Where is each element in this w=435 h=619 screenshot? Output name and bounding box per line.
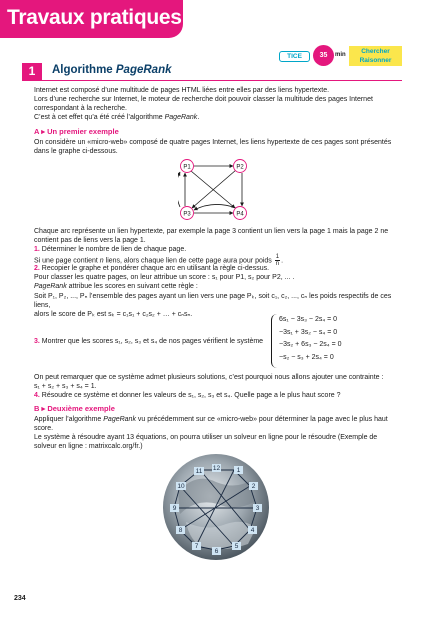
weight-fraction: $\frac{1}{n}$: [275, 254, 280, 268]
question-3: 3. Montrer que les scores s₁, s₂, s₃ et s₄ de nos pages vérifient le système: [34, 338, 264, 345]
intro-line: Lors d’une recherche sur Internet, le moteur de recherche doit pouvoir classer la multitude des pages Internet: [34, 96, 373, 104]
skill-raisonner: Raisonner: [359, 57, 392, 64]
intro-line: C’est à cet effet qu’a été créé l’algorithme PageRank.: [34, 114, 200, 122]
globe-node-9: [170, 504, 179, 512]
section-number: 1: [22, 63, 42, 80]
svg-text:P4: P4: [236, 211, 244, 218]
svg-text:P3: P3: [183, 211, 191, 218]
svg-text:7: 7: [194, 543, 199, 551]
svg-text:9: 9: [172, 505, 177, 513]
globe-node-8: [176, 526, 185, 534]
equation: −3s₁ + 3s₂ − s₄ = 0: [279, 328, 338, 336]
globe-node-4: [248, 526, 257, 534]
globe-node-1: [234, 466, 243, 474]
arc-p2-p3: [192, 170, 236, 208]
svg-text:3: 3: [255, 505, 260, 513]
intro-paragraph: [34, 86, 404, 122]
skills-badge: [349, 46, 402, 66]
svg-text:8: 8: [178, 527, 183, 535]
equation: −3s₂ + 6s₃ − 2s₄ = 0: [279, 341, 342, 348]
svg-text:5: 5: [234, 543, 239, 551]
graph-node-p4: [234, 207, 247, 220]
svg-text:12: 12: [212, 465, 221, 473]
equation: −s₂ − s₃ + 2s₄ = 0: [279, 353, 334, 361]
part-a-body: Chaque arc représente un lien hypertexte, par exemple la page 3 contient un lien vers la page 1 mais la page 2 ne contient pas de liens vers la page 1. 1. Déterminer le nombre de lien de chaque page. Si une page contient n liens, alors chaque lien de cette page aura pour poids $\frac{1}{n}$ . 2. Recopier le graphe et pondérer chaque arc en utilisant la règle ci-dessus. Pour classer les quatre pages, on leur attribue un score : s₁ pour P1, s₂ pour P2, ... . PageRank attribue les scores en suivant cette règle : Soit P₁, P₂, ..., Pₙ l’ensemble des pages ayant un lien vers une page Pₖ, soit c₁, c₂, ..., cₙ les poids respectifs de ces liens, alors le score de Pₖ est sₖ = c₁s₁ + c₂s₂ + … + cₙsₙ.: [34, 228, 392, 318]
part-a-heading: A ▸ Un premier exemple: [34, 127, 119, 136]
globe-node-6: [212, 547, 221, 555]
svg-text:P2: P2: [236, 164, 244, 171]
skill-chercher: Chercher: [361, 48, 390, 55]
svg-text:2: 2: [251, 483, 256, 491]
section-title: [52, 64, 172, 76]
section-title-prefix: Algorithme: [52, 64, 116, 76]
intro-line: correspondant à la recherche.: [34, 105, 127, 113]
page-banner: [0, 0, 183, 38]
duration-unit: min: [335, 52, 346, 58]
banner-title: Travaux pratiques: [7, 6, 182, 29]
globe-node-12: [212, 464, 221, 472]
svg-text:1: 1: [236, 467, 241, 475]
globe-graph: [156, 452, 276, 562]
globe-node-5: [232, 542, 241, 550]
graph-node-p2: [234, 160, 247, 173]
clock-icon: [313, 45, 334, 66]
section-divider: [22, 80, 402, 81]
part-b-heading: B ▸ Deuxième exemple: [34, 404, 115, 413]
equation-system: [271, 314, 411, 368]
svg-text:4: 4: [250, 527, 255, 535]
globe-node-10: [176, 482, 186, 490]
graph-node-p1: [181, 160, 194, 173]
graph-diagram: [178, 158, 254, 222]
equation: 6s₁ − 3s₃ − 2s₄ = 0: [279, 316, 338, 323]
section-title-em: PageRank: [115, 64, 172, 76]
svg-text:10: 10: [177, 483, 185, 491]
duration-value: 35: [319, 52, 328, 59]
page-number: 234: [14, 595, 26, 602]
globe-node-7: [192, 542, 201, 550]
globe-node-2: [249, 482, 258, 490]
tice-badge: TICE: [279, 51, 310, 62]
graph-node-p3: [181, 207, 194, 220]
svg-text:P1: P1: [183, 164, 191, 171]
globe-node-11: [194, 467, 204, 475]
arc-p3-p1-curve: [178, 172, 180, 207]
part-b-body: Appliquer l’algorithme PageRank vu précédemment sur ce «micro-web» pour déterminer la page avec le plus haut score. Le système à résoudre ayant 13 équations, on pourra utiliser un solveur en ligne pour le résoudre (Exemple de solveur en ligne : matrixcalc.org/fr.): [34, 416, 388, 451]
intro-line: Internet est composé d’une multitude de pages HTML liées entre elles par des liens hypertexte.: [34, 87, 330, 94]
globe-node-3: [253, 504, 262, 512]
arc-p4-p3: [194, 204, 236, 210]
svg-text:11: 11: [195, 468, 203, 476]
part-a-intro: On considère un «micro-web» composé de quatre pages Internet, les liens hypertexte de ces pages sont présentés dans le graphe ci-dessous.: [34, 139, 392, 156]
svg-text:6: 6: [214, 548, 219, 556]
part-a-end: On peut remarquer que ce système admet plusieurs solutions, c’est pourquoi nous allons ajouter une contrainte : s₁ + s₂ + s₃ + s₄ = 1. 4. Résoudre ce système et donner les valeurs de s₁, s₂, s₃ et s₄. Quelle page a le plus haut score ?: [34, 374, 384, 400]
